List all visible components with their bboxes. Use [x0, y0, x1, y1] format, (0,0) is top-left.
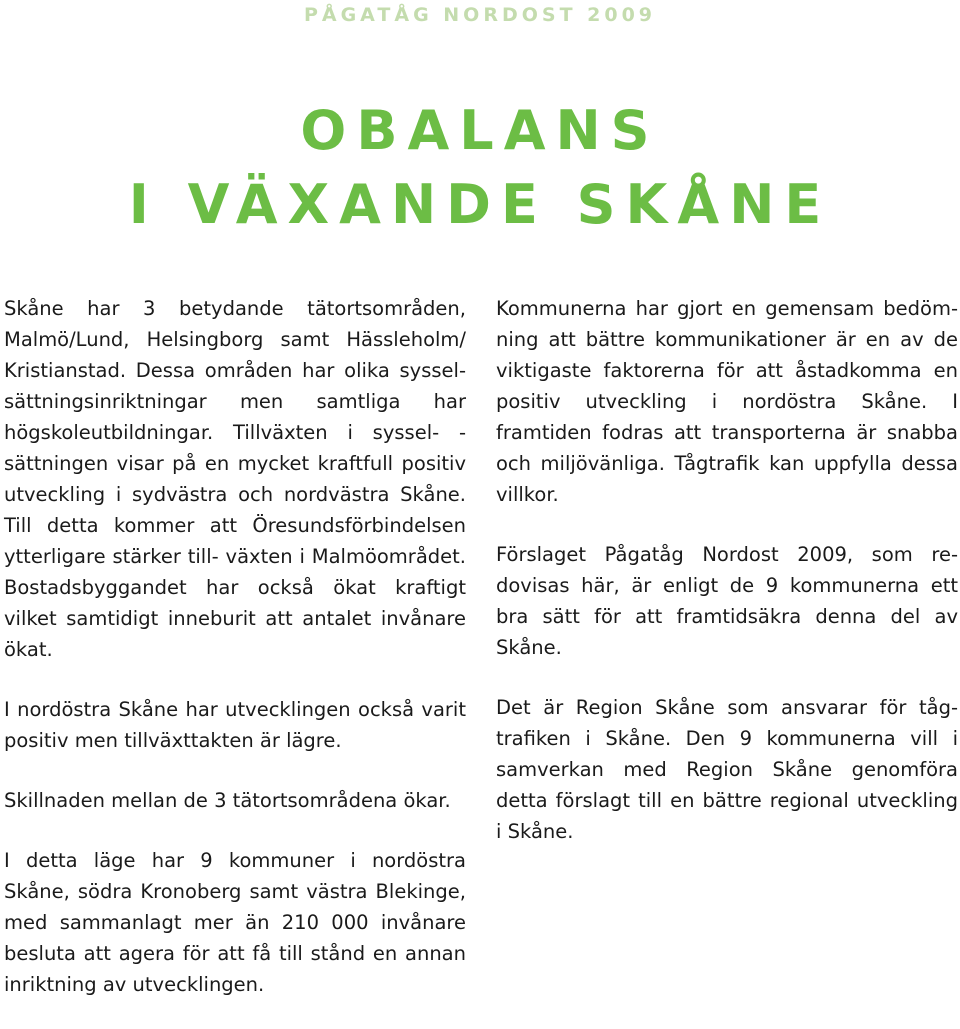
page-title-line-1: OBALANS — [300, 99, 660, 162]
paragraph: Det är Region Skåne som ansvarar för tågtrafiken i Skåne. Den 9 kommunerna vill i samverkan med Region Skåne genomföra detta förslagt till en bättre regional utveckling i Skåne. — [496, 696, 958, 843]
paragraph: I nordöstra Skåne har utvecklingen också varit positiv men tillväxttakten är lägre. — [4, 698, 466, 752]
left-text-column — [4, 293, 466, 1000]
paragraph: Kommunerna har gjort en gemensam bedömning att bättre kommunikationer är en av de viktigaste faktorerna för att åstadkomma en positiv utveckling i nordöstra Skåne. I framtiden fodras att transporterna är snabba och miljövänliga. Tågtrafik kan uppfylla dessa villkor. — [496, 297, 958, 506]
right-text-column — [496, 293, 958, 847]
paragraph: Förslaget Pågatåg Nordost 2009, som redovisas här, är enligt de 9 kommunerna ett bra sätt för att framtidsäkra denna del av Skåne. — [496, 543, 958, 659]
paragraph: Skåne har 3 betydande tätortsområden, Malmö/Lund, Helsingborg samt Hässleholm/ Kristianstad. Dessa områden har olika sysselsättningsinriktningar men samtliga har högskoleutbildningar. Tillväxten i syssel- - sättningen visar på en mycket kraftfull positiv utveckling i sydvästra och nordvästra Skåne. Till detta kommer att Öresundsförbindelsen ytterligare stärker till- växten i Malmöområdet. Bostadsbyggandet har också ökat kraftigt vilket samtidigt inneburit att antalet invånare ökat. — [4, 297, 466, 661]
running-header: PÅGATÅG NORDOST 2009 — [303, 4, 657, 26]
paragraph: Skillnaden mellan de 3 tätortsområdena ökar. — [4, 789, 451, 812]
page-title-line-2: I VÄXANDE SKÅNE — [128, 173, 832, 236]
paragraph: I detta läge har 9 kommuner i nordöstra Skåne, södra Kronoberg samt västra Blekinge, med sammanlagt mer än 210 000 invånare besluta att agera för att få till stånd en annan inriktning av utvecklingen. — [4, 849, 466, 996]
